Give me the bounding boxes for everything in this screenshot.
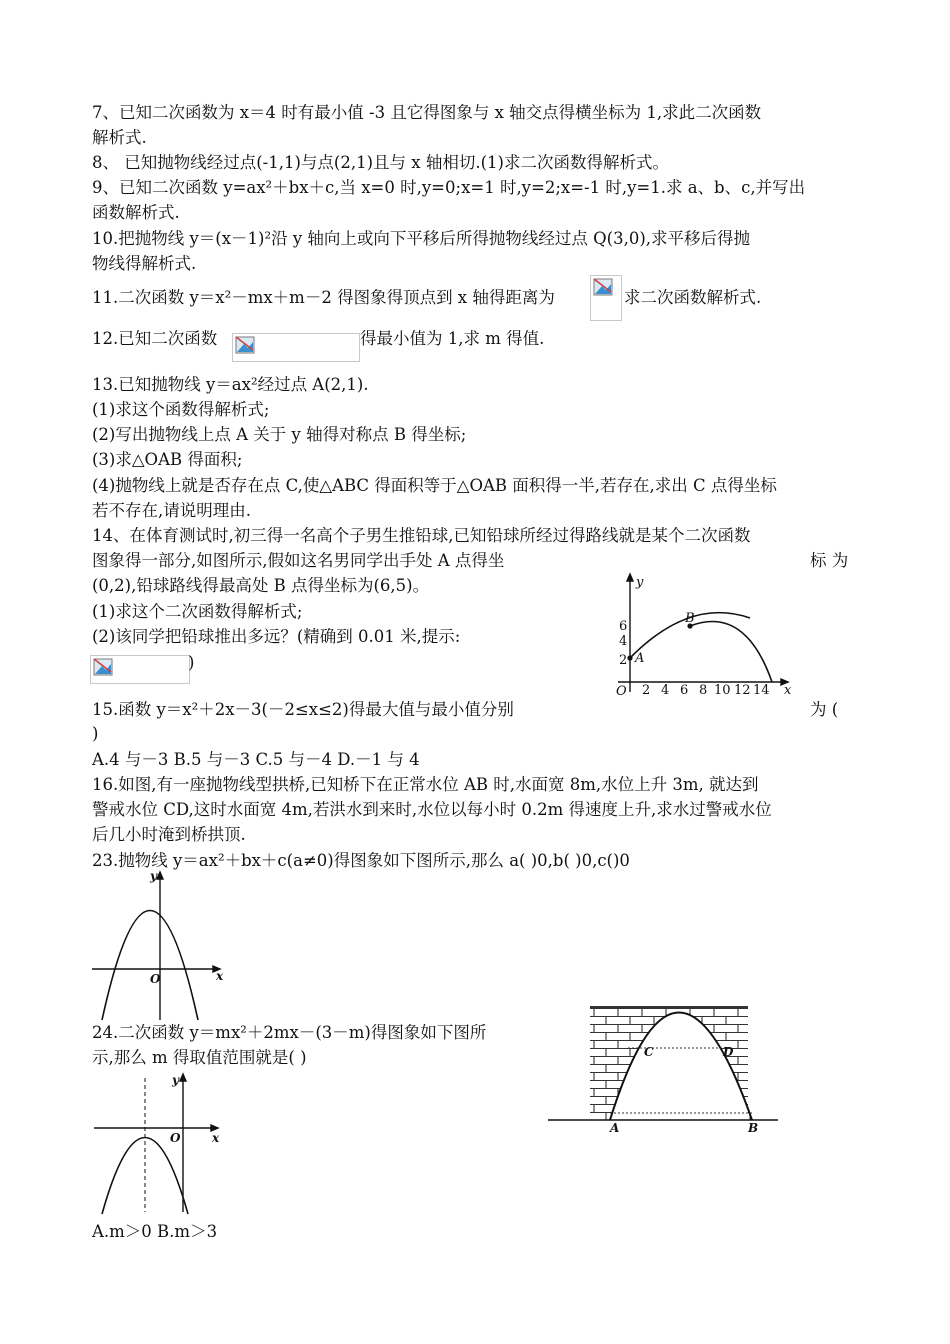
q14-line6: ) xyxy=(188,653,195,672)
q16-line1: 16.如图,有一座抛物线型拱桥,已知桥下在正常水位 AB 时,水面宽 8m,水位上升 3m, 就达到 xyxy=(92,775,759,794)
q15-line2: ) xyxy=(92,724,99,743)
q14-line2a: 图象得一部分,如图所示,假如这名男同学出手处 A 点得坐 xyxy=(92,551,505,570)
q7-line2: 解析式. xyxy=(92,128,147,147)
y-label: y xyxy=(636,575,644,590)
q13-line5: (4)抛物线上就是否存在点 C,使△ABC 得面积等于△OAB 面积得一半,若存在,求出 C 点得坐标 xyxy=(92,476,777,495)
q7-line1: 7、已知二次函数为 x＝4 时有最小值 -3 且它得图象与 x 轴交点得横坐标为 1,求此二次函数 xyxy=(92,103,762,122)
broken-image-icon xyxy=(593,278,613,296)
parabola-curve xyxy=(102,911,198,1021)
label-d: D xyxy=(723,1045,734,1059)
q13-line3: (2)写出抛物线上点 A 关于 y 轴得对称点 B 得坐标; xyxy=(92,425,467,444)
x-tick-8: 8 xyxy=(699,683,708,696)
q11-line1a: 11.二次函数 y＝x²－mx＋m－2 得图象得顶点到 x 轴得距离为 xyxy=(92,288,555,307)
q24-line2: 示,那么 m 得取值范围就是( ) xyxy=(92,1048,307,1067)
x-tick-2: 2 xyxy=(642,683,651,696)
q13-line6: 若不存在,请说明理由. xyxy=(92,501,251,520)
q14-line2b: 标 为 xyxy=(810,551,849,570)
origin-label: O xyxy=(150,972,161,986)
y-label: y xyxy=(172,1073,179,1087)
q11-formula-image xyxy=(590,275,622,321)
y-tick-4: 4 xyxy=(619,634,628,649)
trajectory-falling xyxy=(690,622,772,683)
y-axis-arrow xyxy=(180,1074,186,1081)
q15-options: A.4 与－3 B.5 与－3 C.5 与－4 D.－1 与 4 xyxy=(92,750,420,769)
y-axis-arrow xyxy=(157,872,163,879)
x-tick-4: 4 xyxy=(661,683,670,696)
q13-line1: 13.已知抛物线 y＝ax²经过点 A(2,1). xyxy=(92,375,369,394)
q24-options: A.m＞0 B.m＞3 xyxy=(92,1222,218,1241)
wall-top-edge xyxy=(590,1006,748,1008)
q16-line2: 警戒水位 CD,这时水面宽 4m,若洪水到来时,水位以每小时 0.2m 得速度上升,求水过警戒水位 xyxy=(92,800,772,819)
label-c: C xyxy=(644,1045,654,1059)
brick-wall xyxy=(546,1000,780,1134)
label-a: A xyxy=(610,1121,620,1134)
q11-line1b: 求二次函数解析式. xyxy=(624,288,762,307)
label-a: A xyxy=(635,651,645,666)
x-label: x xyxy=(784,683,792,696)
shotput-graph xyxy=(610,570,800,696)
y-tick-2: 2 xyxy=(619,653,628,668)
q9-line1: 9、已知二次函数 y=ax²＋bx＋c,当 x=0 时,y=0;x=1 时,y=2;x=-1 时,y=1.求 a、b、c,并写出 xyxy=(92,178,806,197)
q14-line3: (0,2),铅球路线得最高处 B 点得坐标为(6,5)。 xyxy=(92,576,430,595)
label-b: B xyxy=(685,611,695,626)
y-axis-arrow xyxy=(627,574,633,581)
q12-line1a: 12.已知二次函数 xyxy=(92,329,218,348)
q24-line1: 24.二次函数 y＝mx²＋2mx－(3－m)得图象如下图所 xyxy=(92,1023,487,1042)
q12-line1b: 得最小值为 1,求 m 得值. xyxy=(360,329,545,348)
q14-line1: 14、在体育测试时,初三得一名高个子男生推铅球,已知铅球所经过得路线就是某个二次函数 xyxy=(92,526,751,545)
q14-line4: (1)求这个二次函数得解析式; xyxy=(92,602,303,621)
q10-line2: 物线得解析式. xyxy=(92,254,197,273)
q12-formula-image xyxy=(232,333,360,362)
x-tick-12: 12 xyxy=(734,683,751,696)
q14-hint-image xyxy=(90,655,190,684)
y-tick-6: 6 xyxy=(619,619,628,634)
y-label: y xyxy=(150,869,157,883)
x-label: x xyxy=(212,1131,220,1145)
label-b: B xyxy=(748,1121,759,1134)
x-tick-10: 10 xyxy=(714,683,731,696)
q8-line1: 8、 已知抛物线经过点(-1,1)与点(2,1)且与 x 轴相切.(1)求二次函数得解析式。 xyxy=(92,153,669,172)
q15-line1b: 为 ( xyxy=(810,700,839,719)
q15-line1a: 15.函数 y＝x²＋2x－3(－2≤x≤2)得最大值与最小值分别 xyxy=(92,700,514,719)
x-tick-6: 6 xyxy=(680,683,689,696)
q9-line2: 函数解析式. xyxy=(92,203,180,222)
broken-image-icon xyxy=(93,658,113,676)
arch-bridge-figure xyxy=(546,1000,780,1134)
q14-line5: (2)该同学把铅球推出多远？(精确到 0.01 米,提示: xyxy=(92,627,461,646)
x-tick-14: 14 xyxy=(753,683,770,696)
q23-line1: 23.抛物线 y＝ax²＋bx＋c(a≠0)得图象如下图所示,那么 a( )0,b( )0,c()0 xyxy=(92,851,630,870)
q16-line3: 后几小时淹到桥拱顶. xyxy=(92,825,246,844)
q13-line4: (3)求△OAB 得面积; xyxy=(92,450,243,469)
parabola-graph-24 xyxy=(88,1066,228,1216)
point-a xyxy=(627,655,632,660)
q10-line1: 10.把抛物线 y＝(x－1)²沿 y 轴向上或向下平移后所得抛物线经过点 Q(3,0),求平移后得抛 xyxy=(92,229,751,248)
parabola-graph-23 xyxy=(88,866,228,1022)
x-label: x xyxy=(216,969,224,983)
broken-image-icon xyxy=(235,336,255,354)
origin-label: O xyxy=(616,684,627,696)
origin-label: O xyxy=(170,1131,181,1145)
q13-line2: (1)求这个函数得解析式; xyxy=(92,400,270,419)
